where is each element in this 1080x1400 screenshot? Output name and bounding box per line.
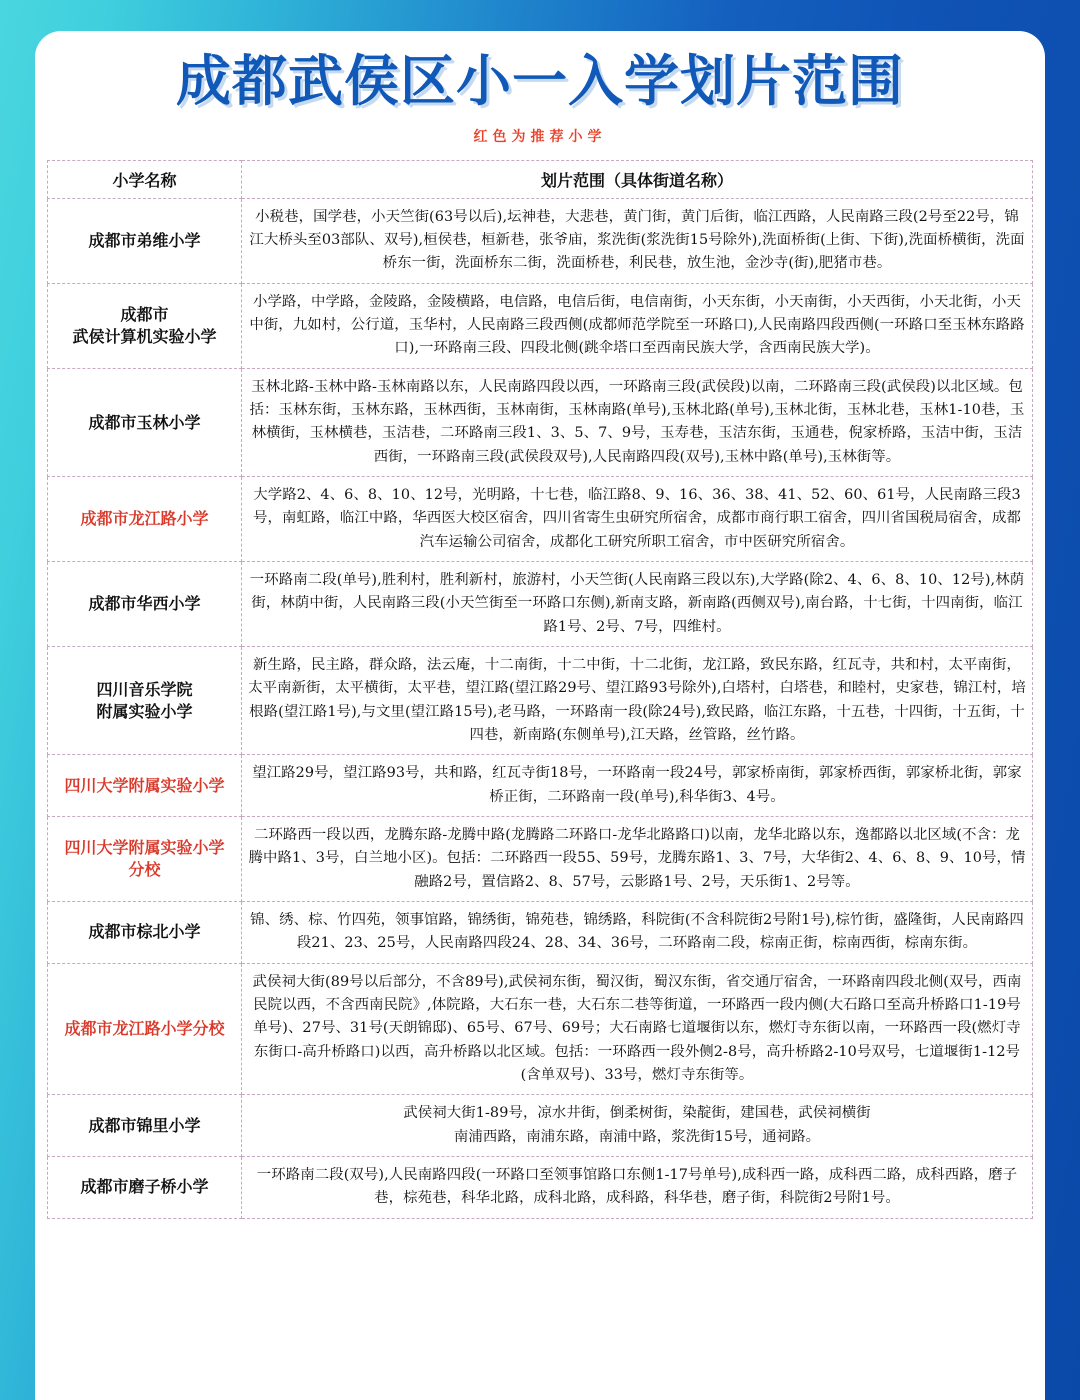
- zoning-range: 锦、绣、棕、竹四苑，领事馆路，锦绣街，锦苑巷，锦绣路，科院街(不含科院街2号附1号),棕竹街，盛隆街，人民南路四段21、23、25号，人民南路四段24、28、34、36号，二环路南二段，棕南正街，棕南西街，棕南东街。: [242, 901, 1033, 963]
- school-name-recommended: 成都市龙江路小学: [48, 477, 242, 562]
- zoning-range: 一环路南二段(双号),人民南路四段(一环路口至领事馆路口东侧1-17号单号),成科西一路，成科西二路，成科西路，磨子巷，棕苑巷，科华北路，成科北路，成科路，科华巷，磨子街，科院街2号附1号。: [242, 1156, 1033, 1218]
- table-row: [48, 477, 1033, 562]
- school-name: 四川音乐学院 附属实验小学: [48, 647, 242, 755]
- table-row: [48, 1156, 1033, 1218]
- page-subtitle: 红色为推荐小学: [473, 128, 607, 145]
- zoning-range: 武侯祠大街(89号以后部分，不含89号),武侯祠东街，蜀汉街，蜀汉东街，省交通厅宿舍，一环路南四段北侧(双号，西南民院以西，不含西南民院》,体院路，大石东一巷，大石东二巷等街道，一环路西一段内侧(大石路口至高升桥路口1-19号单号)、27号、31号(天朗锦邸)、65号、67号、69号；大石南路七道堰街以东，燃灯寺东街以南，一环路西一段(燃灯寺东街口-高升桥路口)以西，高升桥路以北区域。包括：一环路西一段外侧2-8号，高升桥路2-10号双号，七道堰街1-12号(含单双号)、33号，燃灯寺东街等。: [242, 963, 1033, 1095]
- table-row: [48, 647, 1033, 755]
- school-name: 成都市棕北小学: [48, 901, 242, 963]
- school-name: 成都市玉林小学: [48, 368, 242, 476]
- table-row: [48, 1095, 1033, 1157]
- column-header-school-name: 小学名称: [48, 160, 242, 198]
- title-section: [35, 31, 1045, 146]
- zoning-range: 小学路，中学路，金陵路，金陵横路，电信路，电信后街，电信南街，小天东街，小天南街，小天西街，小天北街，小天中街，九如村，公行道，玉华村，人民南路三段西侧(成都师范学院至一环路口),人民南路四段西侧(一环路口至玉林东路路口),一环路南三段、四段北侧(跳伞塔口至西南民族大学，含西南民族大学)。: [242, 283, 1033, 368]
- zoning-range: 望江路29号，望江路93号，共和路，红瓦寺街18号，一环路南一段24号，郭家桥南街，郭家桥西街，郭家桥北街，郭家桥正街，二环路南一段(单号),科华街3、4号。: [242, 755, 1033, 817]
- school-name-recommended: 四川大学附属实验小学 分校: [48, 816, 242, 901]
- content-card: [35, 31, 1045, 1400]
- table-row: [48, 368, 1033, 476]
- zoning-table-body: [48, 160, 1033, 1218]
- table-header-row: [48, 160, 1033, 198]
- school-name: 成都市弟维小学: [48, 198, 242, 283]
- school-name: 成都市磨子桥小学: [48, 1156, 242, 1218]
- zoning-range: 武侯祠大街1-89号，凉水井街，倒柔树街，染靛街，建国巷，武侯祠横街 南浦西路，南浦东路，南浦中路，浆洗街15号，通祠路。: [242, 1095, 1033, 1157]
- table-row: [48, 283, 1033, 368]
- table-row: [48, 755, 1033, 817]
- table-row: [48, 562, 1033, 647]
- zoning-table: [47, 160, 1033, 1219]
- zoning-range: 小税巷，国学巷，小天竺街(63号以后),坛神巷，大悲巷，黄门街，黄门后街，临江西路，人民南路三段(2号至22号，锦江大桥头至03部队、双号),桓侯巷，桓新巷，张爷庙，浆洗街(浆洗街15号除外),洗面桥街(上街、下街),洗面桥横街，洗面桥东一街，洗面桥东二街，洗面桥巷，利民巷，放生池，金沙寺(街),肥猪市巷。: [242, 198, 1033, 283]
- table-row: [48, 963, 1033, 1095]
- school-name: 成都市 武侯计算机实验小学: [48, 283, 242, 368]
- zoning-range: 玉林北路-玉林中路-玉林南路以东，人民南路四段以西，一环路南三段(武侯段)以南，二环路南三段(武侯段)以北区域。包括：玉林东街，玉林东路，玉林西街，玉林南街，玉林南路(单号),玉林北路(单号),玉林北街，玉林北巷，玉林1-10巷，玉林横街，玉林横巷，玉洁巷，二环路南三段1、3、5、7、9号，玉寿巷，玉洁东街，玉通巷，倪家桥路，玉洁中街，玉洁西街，一环路南三段(武侯段双号),人民南路四段(双号),玉林中路(单号),玉林街等。: [242, 368, 1033, 476]
- zoning-range: 一环路南二段(单号),胜利村，胜利新村，旅游村，小天竺街(人民南路三段以东),大学路(除2、4、6、8、10、12号),林荫街，林荫中街，人民南路三段(小天竺街至一环路口东侧),新南支路，新南路(西侧双号),南台路，十七街，十四南街，临江路1号、2号、7号，四维村。: [242, 562, 1033, 647]
- zoning-range: 大学路2、4、6、8、10、12号，光明路，十七巷，临江路8、9、16、36、38、41、52、60、61号，人民南路三段3号，南虹路，临江中路，华西医大校区宿舍，四川省寄生虫研究所宿舍，成都市商行职工宿舍，四川省国税局宿舍，成都汽车运输公司宿舍，成都化工研究所职工宿舍，市中医研究所宿舍。: [242, 477, 1033, 562]
- school-name-recommended: 四川大学附属实验小学: [48, 755, 242, 817]
- page-title: 成都武侯区小一入学划片范围: [175, 48, 904, 113]
- table-row: [48, 901, 1033, 963]
- zoning-table-wrapper: [47, 160, 1033, 1219]
- table-row: [48, 198, 1033, 283]
- school-name: 成都市华西小学: [48, 562, 242, 647]
- column-header-range: 划片范围（具体街道名称）: [242, 160, 1033, 198]
- school-name-recommended: 成都市龙江路小学分校: [48, 963, 242, 1095]
- school-name: 成都市锦里小学: [48, 1095, 242, 1157]
- zoning-range: 二环路西一段以西，龙腾东路-龙腾中路(龙腾路二环路口-龙华北路路口)以南，龙华北路以东，逸都路以北区域(不含：龙腾中路1、3号，白兰地小区)。包括：二环路西一段55、59号，龙腾东路1、3、7号，大华街2、4、6、8、9、10号，情融路2号，置信路2、8、57号，云影路1号、2号，天乐街1、2号等。: [242, 816, 1033, 901]
- zoning-range: 新生路，民主路，群众路，法云庵，十二南街，十二中街，十二北街，龙江路，致民东路，红瓦寺，共和村，太平南街，太平南新街，太平横街，太平巷，望江路(望江路29号、望江路93号除外),白塔村，白塔巷，和睦村，史家巷，锦江村，培根路(望江路1号),与文里(望江路15号),老马路，一环路南一段(除24号),致民路，临江东路，十五巷，十四街，十五街，十四巷，新南路(东侧单号),江天路，丝管路，丝竹路。: [242, 647, 1033, 755]
- table-row: [48, 816, 1033, 901]
